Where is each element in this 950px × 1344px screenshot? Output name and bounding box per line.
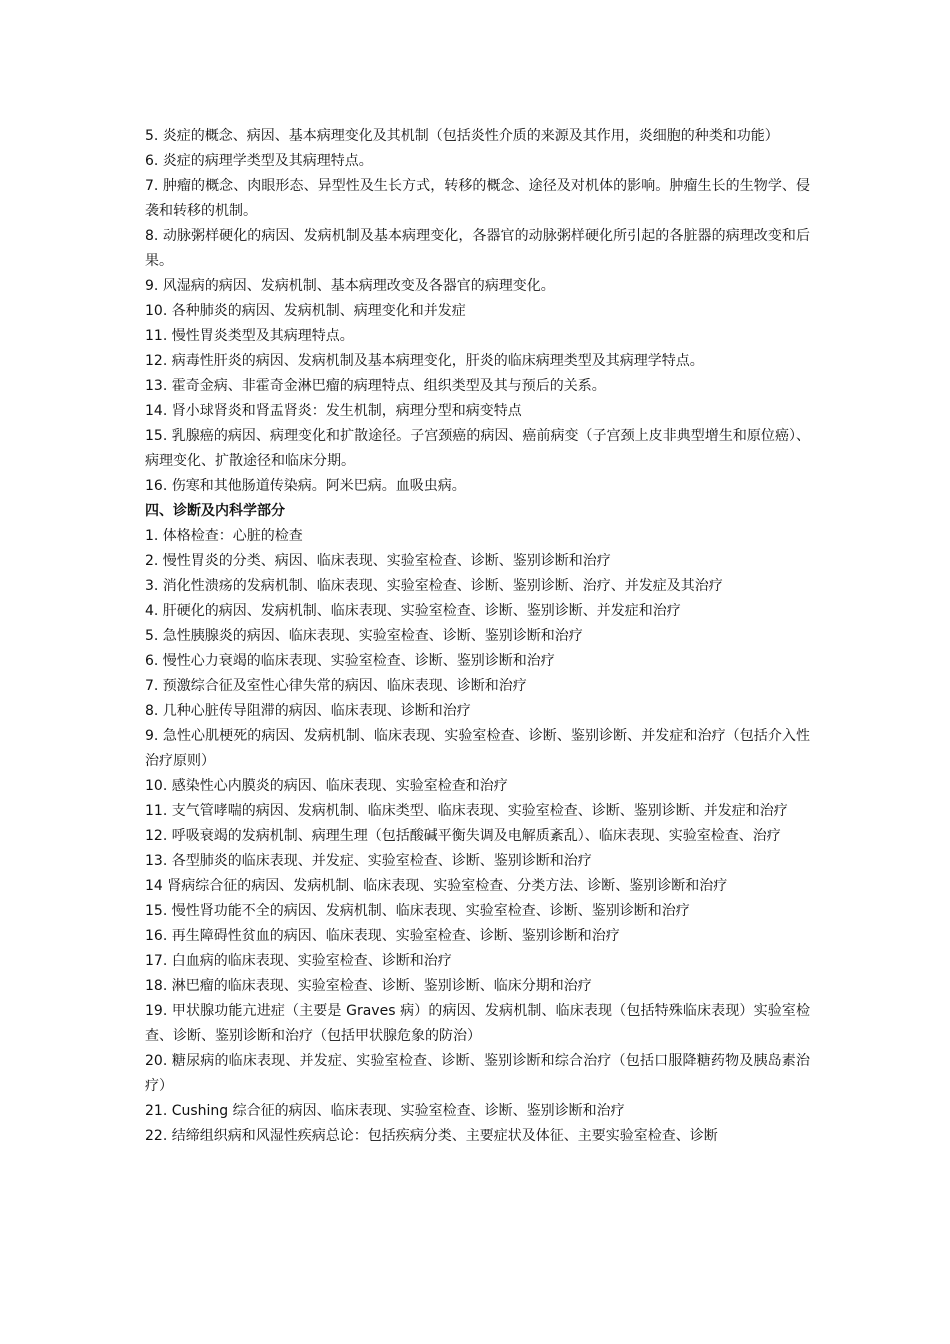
outline-item: 16. 再生障碍性贫血的病因、临床表现、实验室检查、诊断、鉴别诊断和治疗 — [145, 928, 620, 944]
outline-item: 8. 几种心脏传导阻滞的病因、临床表现、诊断和治疗 — [145, 703, 471, 719]
outline-item: 16. 伤寒和其他肠道传染病。阿米巴病。血吸虫病。 — [145, 478, 466, 494]
outline-item: 17. 白血病的临床表现、实验室检查、诊断和治疗 — [145, 953, 452, 969]
outline-item: 8. 动脉粥样硬化的病因、发病机制及基本病理变化，各器官的动脉粥样硬化所引起的各脏器的病理改变和后果。 — [145, 228, 810, 269]
outline-item: 6. 炎症的病理学类型及其病理特点。 — [145, 153, 373, 169]
outline-item: 11. 支气管哮喘的病因、发病机制、临床类型、临床表现、实验室检查、诊断、鉴别诊断、并发症和治疗 — [145, 803, 788, 819]
outline-item: 1. 体格检查：心脏的检查 — [145, 528, 303, 544]
outline-item: 21. Cushing 综合征的病因、临床表现、实验室检查、诊断、鉴别诊断和治疗 — [145, 1103, 625, 1119]
outline-item: 6. 慢性心力衰竭的临床表现、实验室检查、诊断、鉴别诊断和治疗 — [145, 653, 555, 669]
outline-item: 14 肾病综合征的病因、发病机制、临床表现、实验室检查、分类方法、诊断、鉴别诊断和治疗 — [145, 878, 728, 894]
outline-item: 5. 炎症的概念、病因、基本病理变化及其机制（包括炎性介质的来源及其作用，炎细胞的种类和功能） — [145, 128, 779, 144]
section-heading: 四、诊断及内科学部分 — [145, 503, 285, 519]
outline-item: 13. 各型肺炎的临床表现、并发症、实验室检查、诊断、鉴别诊断和治疗 — [145, 853, 592, 869]
outline-item: 4. 肝硬化的病因、发病机制、临床表现、实验室检查、诊断、鉴别诊断、并发症和治疗 — [145, 603, 681, 619]
outline-item: 15. 慢性肾功能不全的病因、发病机制、临床表现、实验室检查、诊断、鉴别诊断和治疗 — [145, 903, 690, 919]
outline-item: 10. 感染性心内膜炎的病因、临床表现、实验室检查和治疗 — [145, 778, 508, 794]
outline-item: 14. 肾小球肾炎和肾盂肾炎：发生机制，病理分型和病变特点 — [145, 403, 522, 419]
outline-item: 15. 乳腺癌的病因、病理变化和扩散途径。子宫颈癌的病因、癌前病变（子宫颈上皮非典型增生和原位癌）、病理变化、扩散途径和临床分期。 — [145, 428, 810, 469]
document-body — [145, 124, 810, 1149]
outline-item: 3. 消化性溃疡的发病机制、临床表现、实验室检查、诊断、鉴别诊断、治疗、并发症及其治疗 — [145, 578, 723, 594]
outline-item: 2. 慢性胃炎的分类、病因、临床表现、实验室检查、诊断、鉴别诊断和治疗 — [145, 553, 611, 569]
outline-item: 7. 肿瘤的概念、肉眼形态、异型性及生长方式，转移的概念、途径及对机体的影响。肿瘤生长的生物学、侵袭和转移的机制。 — [145, 178, 810, 219]
outline-item: 12. 呼吸衰竭的发病机制、病理生理（包括酸碱平衡失调及电解质紊乱）、临床表现、实验室检查、治疗 — [145, 828, 781, 844]
outline-item: 19. 甲状腺功能亢进症（主要是 Graves 病）的病因、发病机制、临床表现（包括特殊临床表现）实验室检查、诊断、鉴别诊断和治疗（包括甲状腺危象的防治） — [145, 1003, 810, 1044]
outline-item: 13. 霍奇金病、非霍奇金淋巴瘤的病理特点、组织类型及其与预后的关系。 — [145, 378, 606, 394]
outline-item: 10. 各种肺炎的病因、发病机制、病理变化和并发症 — [145, 303, 466, 319]
outline-item: 20. 糖尿病的临床表现、并发症、实验室检查、诊断、鉴别诊断和综合治疗（包括口服降糖药物及胰岛素治疗） — [145, 1053, 810, 1094]
outline-item: 18. 淋巴瘤的临床表现、实验室检查、诊断、鉴别诊断、临床分期和治疗 — [145, 978, 592, 994]
outline-item: 9. 急性心肌梗死的病因、发病机制、临床表现、实验室检查、诊断、鉴别诊断、并发症和治疗（包括介入性治疗原则） — [145, 728, 810, 769]
outline-item: 12. 病毒性肝炎的病因、发病机制及基本病理变化，肝炎的临床病理类型及其病理学特点。 — [145, 353, 704, 369]
outline-item: 22. 结缔组织病和风湿性疾病总论：包括疾病分类、主要症状及体征、主要实验室检查、诊断 — [145, 1128, 718, 1144]
outline-item: 11. 慢性胃炎类型及其病理特点。 — [145, 328, 354, 344]
outline-item: 9. 风湿病的病因、发病机制、基本病理改变及各器官的病理变化。 — [145, 278, 555, 294]
outline-item: 7. 预激综合征及室性心律失常的病因、临床表现、诊断和治疗 — [145, 678, 527, 694]
outline-item: 5. 急性胰腺炎的病因、临床表现、实验室检查、诊断、鉴别诊断和治疗 — [145, 628, 583, 644]
